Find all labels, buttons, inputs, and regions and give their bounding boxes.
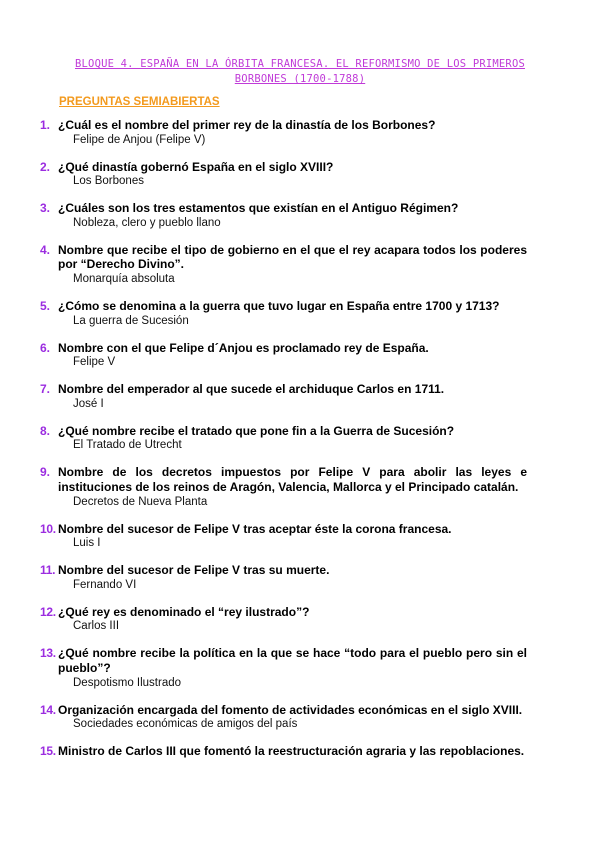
- question-text: ¿Cuál es el nombre del primer rey de la dinastía de los Borbones?: [58, 118, 436, 132]
- question-number: 7.: [40, 382, 51, 397]
- answer-text: Nobleza, clero y pueblo llano: [73, 216, 221, 229]
- question-text: ¿Cómo se denomina a la guerra que tuvo lugar en España entre 1700 y 1713?: [58, 298, 500, 313]
- title-line-2: BORBONES (1700-1788): [234, 73, 366, 85]
- question-number: 12.: [40, 604, 56, 619]
- question-number: 3.: [40, 201, 51, 216]
- question-text: Nombre con el que Felipe d´Anjou es proclamado rey de España.: [58, 340, 429, 355]
- question-item: [40, 341, 527, 370]
- question-list: [40, 118, 527, 772]
- question-number: 14.: [40, 702, 56, 717]
- question-item: [40, 382, 527, 411]
- question-number: 10.: [40, 521, 56, 536]
- answer-text: Felipe V: [73, 356, 116, 369]
- answer-text: José I: [73, 397, 104, 410]
- answer-text: Despotismo Ilustrado: [73, 676, 182, 689]
- answer-text: Fernando VI: [73, 578, 137, 591]
- question-text: Nombre del sucesor de Felipe V tras su muerte.: [58, 563, 330, 578]
- question-item: [40, 605, 527, 634]
- question-item: [40, 563, 527, 592]
- question-item: [40, 744, 527, 759]
- answer-text: Decretos de Nueva Planta: [73, 495, 208, 508]
- question-item: [40, 118, 527, 147]
- question-text: ¿Qué nombre recibe el tratado que pone fin a la Guerra de Sucesión?: [58, 423, 455, 438]
- question-text: ¿Qué dinastía gobernó España en el siglo XVIII?: [58, 159, 334, 174]
- answer-text: Sociedades económicas de amigos del país: [73, 718, 298, 731]
- question-number: 11.: [40, 563, 56, 578]
- question-text: ¿Qué nombre recibe la política en la que se hace “todo para el pueblo pero sin el pueblo”?: [58, 646, 527, 675]
- document-title: [40, 57, 560, 87]
- question-item: [40, 243, 527, 286]
- question-text: Ministro de Carlos III que fomentó la reestructuración agraria y las repoblaciones.: [58, 744, 525, 759]
- question-text: Nombre que recibe el tipo de gobierno en el que el rey acapara todos los poderes por “Derecho Divino”.: [58, 242, 527, 272]
- question-text: ¿Cuáles son los tres estamentos que existían en el Antiguo Régimen?: [58, 201, 459, 216]
- answer-text: El Tratado de Utrecht: [73, 439, 182, 452]
- question-item: [40, 201, 527, 230]
- answer-text: Felipe de Anjou (Felipe V): [73, 133, 206, 146]
- question-item: [40, 522, 527, 551]
- question-text: Nombre del emperador al que sucede el archiduque Carlos en 1711.: [58, 382, 445, 397]
- question-text: ¿Qué rey es denominado el “rey ilustrado”?: [58, 604, 310, 619]
- question-number: 13.: [40, 646, 56, 661]
- question-number: 8.: [40, 423, 51, 438]
- answer-text: La guerra de Sucesión: [73, 314, 189, 327]
- question-number: 1.: [40, 118, 51, 132]
- question-item: [40, 646, 527, 689]
- question-number: 2.: [40, 159, 51, 174]
- answer-text: Los Borbones: [73, 175, 144, 188]
- question-item: [40, 160, 527, 189]
- question-number: 4.: [40, 242, 51, 257]
- title-line-1: BLOQUE 4. ESPAÑA EN LA ÓRBITA FRANCESA. EL REFORMISMO DE LOS PRIMEROS: [75, 58, 525, 70]
- answer-text: Carlos III: [73, 620, 120, 633]
- question-item: [40, 465, 527, 508]
- question-item: [40, 424, 527, 453]
- question-item: [40, 299, 527, 328]
- question-text: Nombre del sucesor de Felipe V tras aceptar éste la corona francesa.: [58, 521, 452, 536]
- question-text: Organización encargada del fomento de actividades económicas en el siglo XVIII.: [58, 702, 523, 717]
- question-number: 5.: [40, 298, 51, 313]
- answer-text: Luis I: [73, 537, 101, 550]
- question-number: 15.: [40, 744, 56, 759]
- question-text: Nombre de los decretos impuestos por Felipe V para abolir las leyes e instituciones de los reinos de Aragón, Valencia, Mallorca y el Principado catalán.: [58, 465, 527, 494]
- question-number: 6.: [40, 340, 51, 355]
- question-item: [40, 703, 527, 732]
- question-number: 9.: [40, 465, 51, 480]
- section-subtitle: PREGUNTAS SEMIABIERTAS: [59, 96, 220, 108]
- answer-text: Monarquía absoluta: [73, 272, 175, 285]
